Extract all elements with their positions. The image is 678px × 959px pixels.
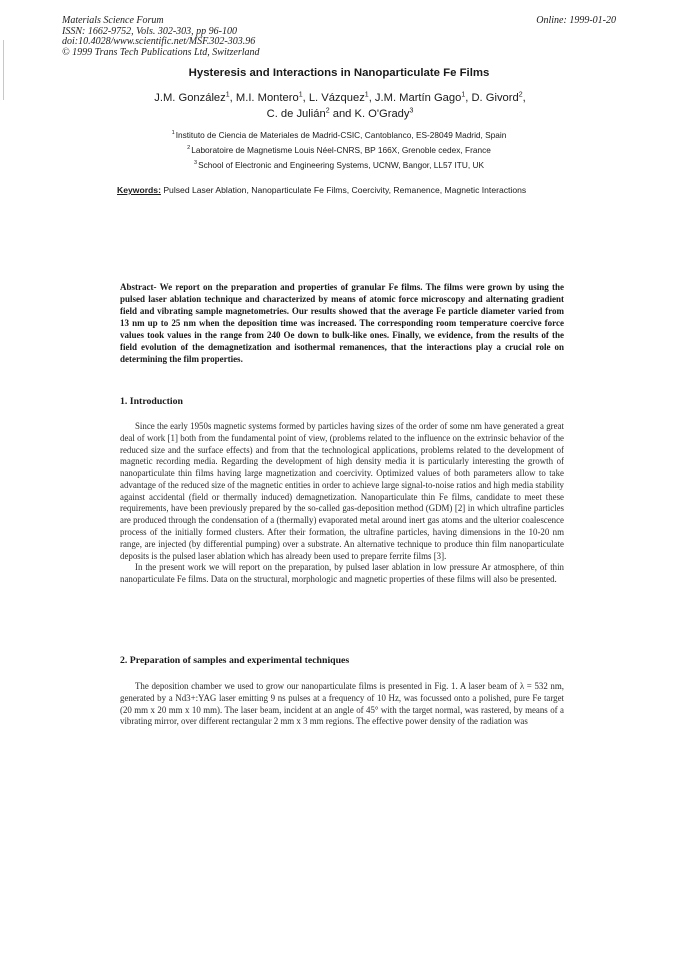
author-2: L. Vázquez$^1$, bbox=[308, 91, 375, 104]
keywords-text: Pulsed Laser Ablation, Nanoparticulate Fe Films, Coercivity, Remanence, Magnetic Interactions bbox=[163, 185, 527, 195]
journal-issn: ISSN: 1662-9752, Vols. 302-303, pp 96-100 bbox=[62, 25, 237, 37]
author-1: M.I. Montero$^1$, bbox=[235, 91, 309, 104]
affiliation-3: $^3$School of Electronic and Engineering Systems, UCNW, Bangor, LL57 ITU, UK bbox=[194, 160, 484, 170]
journal-doi[interactable]: doi:10.4028/www.scientific.net/MSF.302-303.96 bbox=[62, 36, 256, 47]
keywords-label: Keywords: bbox=[117, 185, 161, 195]
section-heading-introduction: 1. Introduction bbox=[120, 396, 183, 407]
keywords bbox=[117, 185, 567, 196]
author-6: K. O'Grady$^3$ bbox=[354, 106, 414, 120]
author-4: D. Givord$^2$, bbox=[471, 91, 526, 104]
author-3: J.M. Martín Gago$^1$, bbox=[374, 91, 472, 104]
journal-header bbox=[62, 16, 260, 58]
affiliation-2: $^2$Laboratoire de Magnetisme Louis Néel-CNRS, BP 166X, Grenoble cedex, France bbox=[187, 145, 491, 155]
paragraph: In the present work we will report on the preparation, by pulsed laser ablation in low pressure Ar atmosphere, of thin nanoparticulate Fe films. Data on the structural, morphologic and magnetic properties of these films will also be presented. bbox=[120, 562, 564, 585]
section-body-preparation bbox=[120, 681, 564, 728]
affiliation-list bbox=[0, 128, 678, 173]
journal-copyright: © 1999 Trans Tech Publications Ltd, Switzerland bbox=[62, 46, 260, 58]
author-conjunction: and bbox=[332, 107, 352, 120]
author-0: J.M. González$^1$, bbox=[154, 91, 236, 104]
abstract: Abstract- We report on the preparation and properties of granular Fe films. The films were grown by using the pulsed laser ablation technique and characterized by means of atomic force microscopy and alternating gradient field and vibrating sample magnetometries. Our results showed that the average Fe particle diameter varied from 13 nm up to 25 nm when the deposition time was increased. The corresponding room temperature coercive force values took values in the range from 240 Oe down to bulk-like ones. Finally, we evidence, from the results of the field evolution of the demagnetization and isothermal remanences, that the interactions play a crucial role on determining the film properties. bbox=[120, 282, 564, 364]
paragraph: The deposition chamber we used to grow our nanoparticulate films is presented in Fig. 1. A laser beam of λ = 532 nm, generated by a Nd3+:YAG laser emitting 9 ns pulses at a frequency of 10 Hz, was focussed onto a polished, pure Fe target (20 mm x 20 mm x 10 mm). The laser beam, incident at an angle of 45° with the target normal, was rastered, by means of a vibrating mirror, over different rectangular 2 mm x 3 mm regions. The effective power density of the radiation was bbox=[120, 681, 564, 727]
online-date: Online: 1999-01-20 bbox=[536, 15, 616, 26]
section-heading-preparation: 2. Preparation of samples and experimental techniques bbox=[120, 655, 350, 666]
author-list bbox=[100, 91, 580, 122]
affiliation-1: $^1$Instituto de Ciencia de Materiales de Madrid-CSIC, Cantoblanco, ES-28049 Madrid, Spain bbox=[171, 130, 507, 140]
paragraph: Since the early 1950s magnetic systems formed by particles having sizes of the order of some nm have generated a great deal of work [1] both from the fundamental point of view, (problems related to the influence on the extrinsic behavior of the reduced size and the surface effects) and from that the technological applications, problems related to the development of magnetic recording media. Regarding the development of high density media it is particularly interesting the growth of nanoparticulate thin films having large magnetization and coercivity. Optimized values of both parameters allow to take advantage of the reduced size of the magnetic entities in order to achieve large signal-to-noise ratios and high media stability against accidental (field or thermally induced) demagnetization. Nanoparticulate thin Fe films, candidate to meet these requirements, have been previously prepared by the so-called gas-deposition method (GDM) [2] in which ultrafine particles are produced through the condensation of a (thermally) evaporated metal around inert gas atoms and the ulterior coalescence process of the initially formed clusters. After their formation, the ultrafine particles, having dimensions in the 10-20 nm range, are injected (by differential pumping) over a substrate. An alternative technique to produce thin film nanoparticulate deposits is the pulsed laser ablation which has already been used to prepare ferrite films [3]. bbox=[120, 421, 564, 561]
paper-title: Hysteresis and Interactions in Nanoparticulate Fe Films bbox=[188, 67, 490, 79]
author-5: C. de Julián$^2$ bbox=[266, 106, 330, 120]
journal-name: Materials Science Forum bbox=[62, 15, 164, 26]
section-body-introduction bbox=[120, 421, 564, 586]
